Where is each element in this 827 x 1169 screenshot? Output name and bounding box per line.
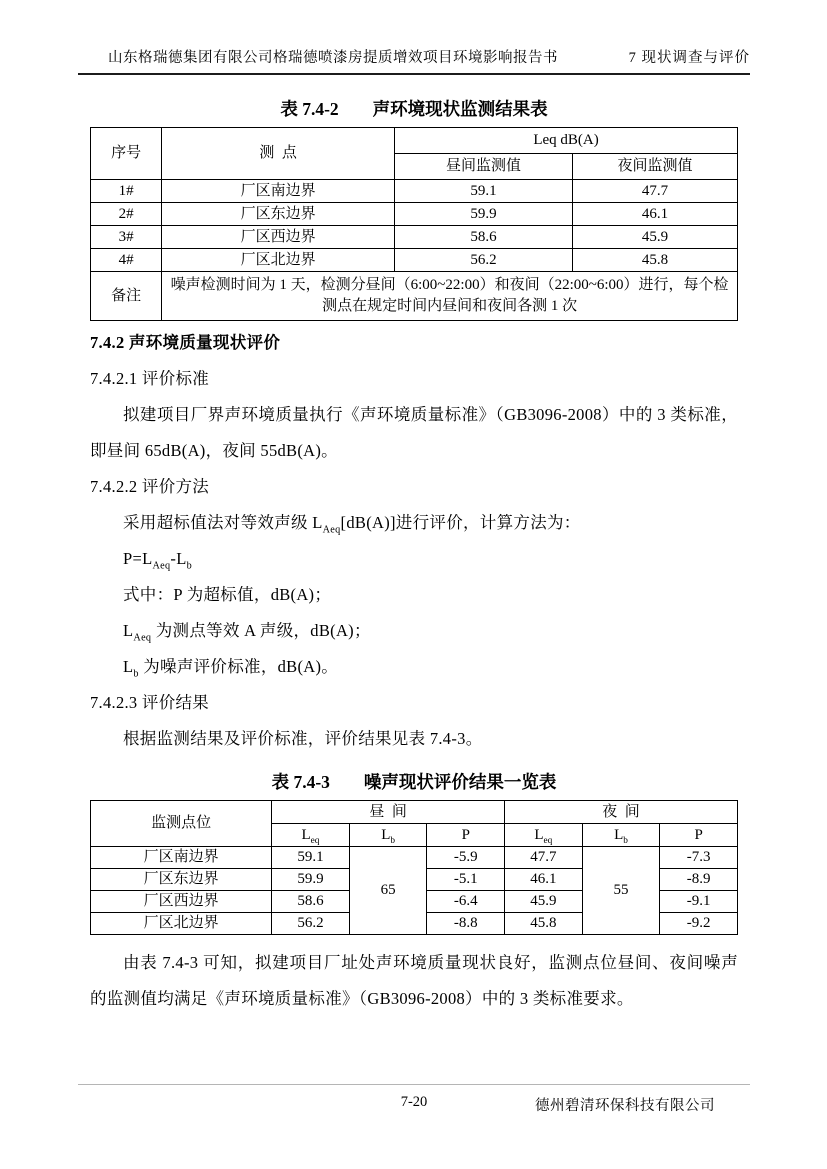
- footer-company-name: 德州碧清环保科技有限公司: [535, 1098, 715, 1114]
- header-cell-p-day: P: [427, 824, 505, 847]
- table2-title-text: 噪声现状评价结果一览表: [363, 772, 557, 792]
- page-content: [90, 84, 738, 1017]
- section-heading-7423: 7.4.2.3 评价结果: [90, 693, 210, 712]
- table-note-row: [91, 272, 738, 321]
- subscript-aeq: Aeq: [133, 632, 152, 644]
- cell-night-p: -9.1: [660, 891, 738, 913]
- header-chapter-title: 7 现状调查与评价: [628, 50, 750, 66]
- header-cell-daytime: 昼 间: [272, 801, 505, 824]
- table1-title-label: 表 7.4-2: [280, 99, 339, 119]
- note-text-cell: 噪声检测时间为 1 天，检测分昼间（6:00~22:00）和夜间（22:00~6:00）进行，每个检测点在规定时间内昼间和夜间各测 1 次: [162, 272, 738, 321]
- definition-line-laeq: $L_{Aeq}$ 为测点等效 A 声级，dB(A)；: [123, 621, 371, 644]
- cell-day-leq: 59.1: [272, 847, 350, 869]
- table2-title: [90, 769, 738, 794]
- cell-night-standard: 55: [582, 847, 660, 935]
- cell-day-value: 58.6: [395, 226, 573, 249]
- cell-point: 厂区南边界: [91, 847, 272, 869]
- header-cell-nighttime: 夜 间: [505, 801, 738, 824]
- header-cell-day: 昼间监测值: [395, 154, 573, 180]
- cell-point: 厂区北边界: [162, 249, 395, 272]
- cell-day-leq: 56.2: [272, 913, 350, 935]
- page-header: [78, 46, 750, 75]
- cell-point: 厂区北边界: [91, 913, 272, 935]
- paragraph-result-intro: 根据监测结果及评价标准，评价结果见表 7.4-3。: [123, 729, 483, 748]
- cell-night-leq: 47.7: [505, 847, 583, 869]
- cell-night-p: -7.3: [660, 847, 738, 869]
- table-row: [91, 203, 738, 226]
- subscript-b: b: [390, 835, 396, 846]
- cell-seq: 2#: [91, 203, 162, 226]
- section-heading-7422: 7.4.2.2 评价方法: [90, 477, 210, 496]
- page-footer: [78, 1084, 750, 1114]
- cell-point: 厂区东边界: [162, 203, 395, 226]
- cell-day-p: -5.9: [427, 847, 505, 869]
- section-heading-742: 7.4.2 声环境质量现状评价: [90, 333, 281, 352]
- cell-day-p: -8.8: [427, 913, 505, 935]
- section-heading-7421: 7.4.2.1 评价标准: [90, 369, 210, 388]
- definition-line-p: 式中：P 为超标值，dB(A)；: [123, 585, 332, 604]
- cell-night-leq: 45.9: [505, 891, 583, 913]
- cell-seq: 3#: [91, 226, 162, 249]
- note-label-cell: 备注: [91, 272, 162, 321]
- table-header-row: [91, 128, 738, 154]
- cell-day-p: -6.4: [427, 891, 505, 913]
- cell-day-standard: 65: [349, 847, 427, 935]
- definition-line-lb: $L_b$ 为噪声评价标准，dB(A)。: [123, 657, 339, 680]
- cell-day-leq: 58.6: [272, 891, 350, 913]
- noise-evaluation-results-table: [90, 800, 738, 935]
- table-row: [91, 249, 738, 272]
- noise-monitoring-results-table: [90, 127, 738, 321]
- table-header-row: [91, 801, 738, 824]
- header-cell-lb-night: $L_b$: [582, 824, 660, 847]
- header-document-title: 山东格瑞德集团有限公司格瑞德喷漆房提质增效项目环境影响报告书: [108, 50, 558, 66]
- header-cell-leq-night: $L_{eq}$: [505, 824, 583, 847]
- header-cell-lb-day: $L_b$: [349, 824, 427, 847]
- paragraph-evaluation-standard: 拟建项目厂界声环境质量执行《声环境质量标准》（GB3096-2008）中的 3 类标准，即昼间 65dB(A)，夜间 55dB(A)。: [90, 405, 738, 460]
- closing-paragraph: 由表 7.4-3 可知，拟建项目厂址处声环境质量现状良好，监测点位昼间、夜间噪声的监测值均满足《声环境质量标准》（GB3096-2008）中的 3 类标准要求。: [90, 953, 738, 1008]
- table-row: [91, 226, 738, 249]
- header-cell-night: 夜间监测值: [572, 154, 737, 180]
- table-row: [91, 847, 738, 869]
- cell-day-value: 59.1: [395, 180, 573, 203]
- header-cell-point: 测 点: [162, 128, 395, 180]
- table2-title-label: 表 7.4-3: [271, 772, 330, 792]
- header-cell-leq-day: $L_{eq}$: [272, 824, 350, 847]
- subscript-aeq: Aeq: [152, 560, 171, 572]
- page-number: 7-20: [400, 1094, 428, 1110]
- subscript-eq: eq: [543, 835, 553, 846]
- subscript-b: b: [186, 560, 193, 572]
- cell-point: 厂区南边界: [162, 180, 395, 203]
- table1-title-text: 声环境现状监测结果表: [372, 99, 548, 119]
- formula-line: $P=L_{Aeq}-L_b$: [123, 549, 193, 572]
- table-row: [91, 180, 738, 203]
- cell-night-value: 45.8: [572, 249, 737, 272]
- cell-night-p: -8.9: [660, 869, 738, 891]
- cell-seq: 4#: [91, 249, 162, 272]
- header-cell-seq: 序号: [91, 128, 162, 180]
- table1-title: [90, 96, 738, 121]
- cell-day-p: -5.1: [427, 869, 505, 891]
- header-cell-p-night: P: [660, 824, 738, 847]
- header-cell-point: 监测点位: [91, 801, 272, 847]
- cell-day-value: 59.9: [395, 203, 573, 226]
- subscript-eq: eq: [310, 835, 320, 846]
- cell-night-value: 45.9: [572, 226, 737, 249]
- subscript-b: b: [133, 668, 139, 680]
- cell-night-p: -9.2: [660, 913, 738, 935]
- cell-point: 厂区西边界: [91, 891, 272, 913]
- cell-night-leq: 46.1: [505, 869, 583, 891]
- cell-point: 厂区西边界: [162, 226, 395, 249]
- cell-day-value: 56.2: [395, 249, 573, 272]
- cell-night-value: 47.7: [572, 180, 737, 203]
- subscript-aeq: Aeq: [322, 524, 341, 536]
- header-cell-leq-group: Leq dB(A): [395, 128, 738, 154]
- cell-day-leq: 59.9: [272, 869, 350, 891]
- cell-night-value: 46.1: [572, 203, 737, 226]
- cell-seq: 1#: [91, 180, 162, 203]
- subscript-b: b: [623, 835, 628, 846]
- cell-night-leq: 45.8: [505, 913, 583, 935]
- paragraph-method-intro: 采用超标值法对等效声级 $L_{Aeq}[dB(A)]$进行评价，计算方法为：: [123, 513, 581, 536]
- cell-point: 厂区东边界: [91, 869, 272, 891]
